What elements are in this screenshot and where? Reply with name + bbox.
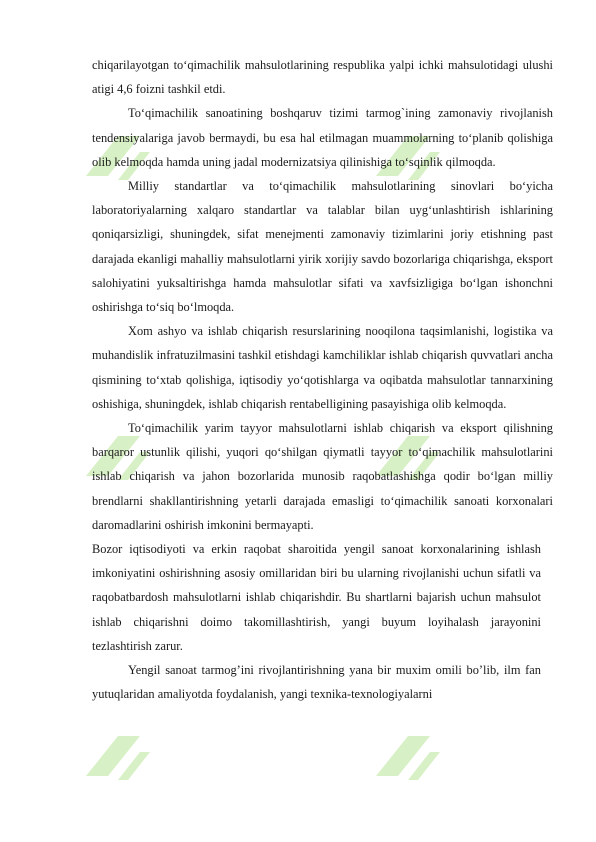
watermark-logo-icon bbox=[368, 718, 448, 798]
paragraph: Yengil sanoat tarmog’ini rivojlantirishning yana bir muxim omili bo’lib, ilm fan yutuqlaridan amaliyotda foydalanish, yangi texnika-texnologiyalarni bbox=[92, 663, 541, 702]
paragraph: Xom ashyo va ishlab chiqarish resurslarining nooqilona taqsimlanishi, logistika va muhandislik infratuzilmasini tashkil etishdagi kamchiliklar ishlab chiqarish quvvatlari ancha qismining to‘xtab qolishiga, iqtisodiy yo‘qotishlarga va oqibatda mahsulotlar tannarxining oshishiga, shuningdek, ishlab chiqarish rentabelligining pasayishiga olib kelmoqda. bbox=[92, 324, 553, 411]
paragraph: To‘qimachilik sanoatining boshqaruv tizimi tarmog`ining zamonaviy rivojlanish tendensiyalariga javob bermaydi, bu esa hal etilmagan muammolarning to‘planib qolishiga olib kelmoqda hamda uning jadal modernizatsiya qilinishiga to‘sqinlik qilmoqda. bbox=[92, 106, 553, 169]
body-text bbox=[92, 53, 553, 706]
watermark-logo-icon bbox=[78, 718, 158, 798]
paragraph: Milliy standartlar va to‘qimachilik mahsulotlarining sinovlari bo‘yicha laboratoriyalarning xalqaro standartlar va talablar bilan uyg‘unlashtirish ishlarining qoniqarsizligi, shuningdek, sifat menejmenti zamonaviy tizimlarini joriy etishning past darajada ekanligi mahalliy mahsulotlarni yirik xorijiy savdo bozorlariga chiqarishga, eksport salohiyatini yuksaltirishga hamda mahsulotlar sifati va xavfsizligiga bo‘lgan ishonchni oshirishga to‘siq bo‘lmoqda. bbox=[92, 179, 553, 315]
paragraph: Bozor iqtisodiyoti va erkin raqobat sharoitida yengil sanoat korxonalarining ishlash imkoniyatini oshirishning asosiy omillaridan biri bu ularning rivojlanishi uchun sifatli va raqobatbardosh mahsulotlarni ishlab chiqarishdir. Bu shartlarni bajarish uchun mahsulot ishlab chiqarishni doimo takomillashtirish, yangi buyum loyihalash jarayonini tezlashtirish zarur. bbox=[92, 542, 541, 653]
paragraph: chiqarilayotgan to‘qimachilik mahsulotlarining respublika yalpi ichki mahsulotidagi ulushi atigi 4,6 foizni tashkil etdi. bbox=[92, 58, 553, 97]
paragraph: To‘qimachilik yarim tayyor mahsulotlarni ishlab chiqarish va eksport qilishning barqaror ustunlik qilishi, yuqori qo‘shilgan qiymatli tayyor to‘qimachilik mahsulotlarini ishlab chiqarish va jahon bozorlarida munosib raqobatlashishga qodir bo‘lgan milliy brendlarni shakllantirishning yetarli darajada emasligi to‘qimachilik sanoati korxonalari daromadlarini oshirish imkonini bermayapti. bbox=[92, 421, 553, 532]
